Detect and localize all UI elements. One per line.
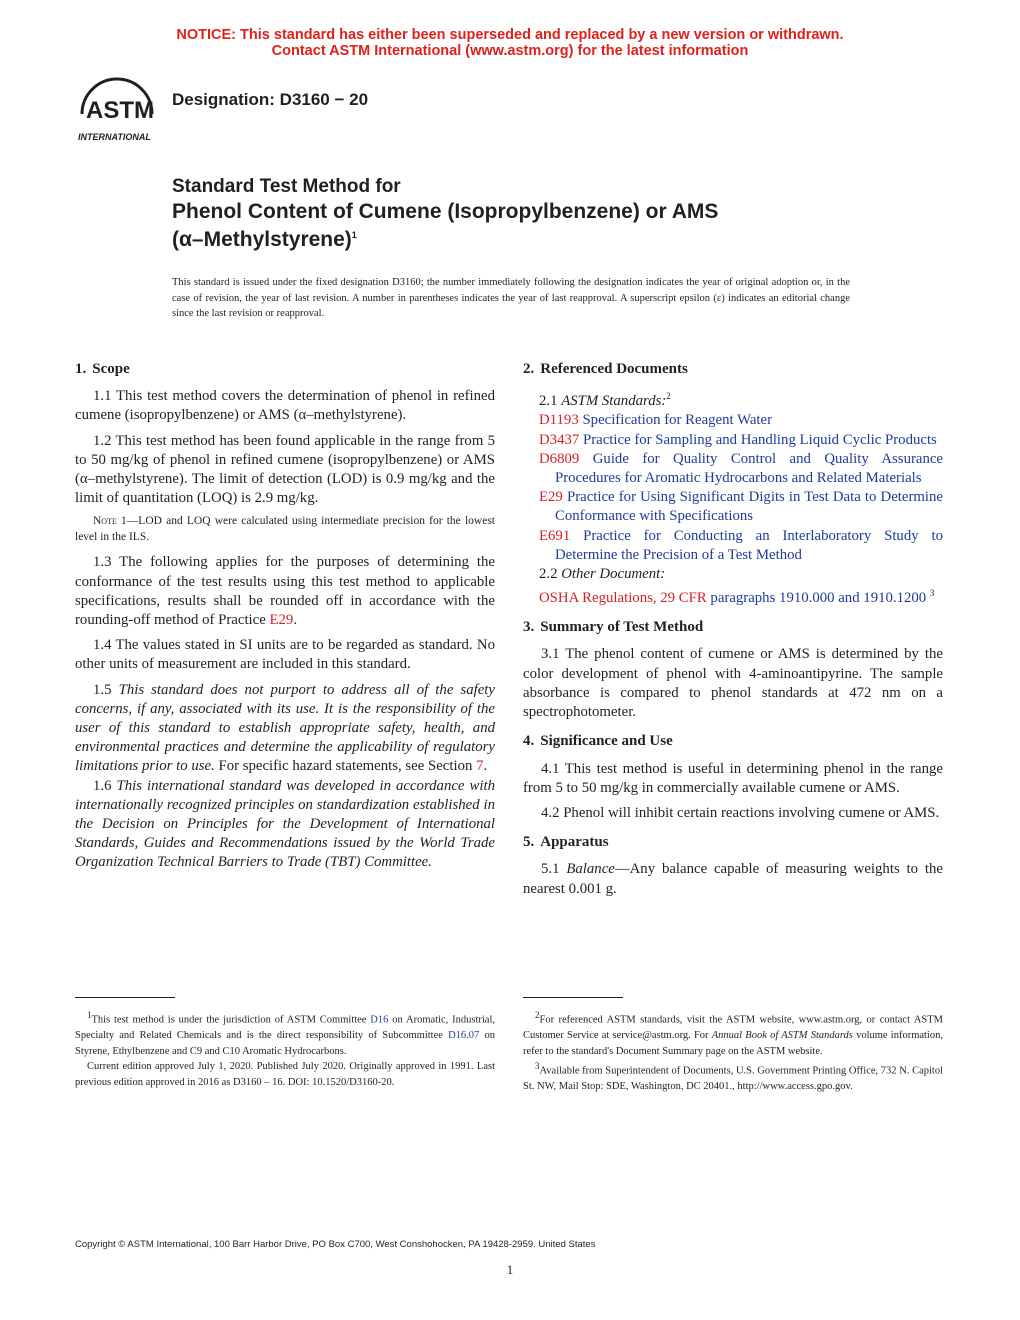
ref-item[interactable] bbox=[523, 527, 943, 565]
ref-title[interactable]: Specification for Reagent Water bbox=[582, 412, 773, 429]
footnotes-right bbox=[523, 1008, 943, 1095]
ref-code[interactable]: D1193 bbox=[539, 412, 579, 429]
apparatus-heading bbox=[523, 833, 943, 852]
designation: Designation: D3160 − 20 bbox=[172, 90, 369, 109]
para-1-6-num: 1.6 bbox=[93, 777, 117, 794]
footnote-1-post: on Styrene, Ethylbenzene and C9 and C10 Aromatic Hydrocarbons. bbox=[75, 1030, 495, 1057]
ref-title[interactable]: Practice for Using Significant Digits in Test Data to Determine Conformance with Specifications bbox=[555, 489, 943, 525]
para-1-5-num: 1.5 bbox=[93, 681, 119, 698]
footnotes-left bbox=[75, 1008, 495, 1090]
para-1-5 bbox=[75, 681, 495, 777]
notice-line-1: NOTICE: This standard has either been superseded and replaced by a new version or withdrawn. bbox=[176, 27, 844, 43]
title-line-3-text: (α–Methylstyrene) bbox=[172, 228, 352, 251]
ref-item[interactable] bbox=[523, 411, 943, 430]
footnote-1-pre: This test method is under the jurisdiction of ASTM Committee bbox=[91, 1014, 371, 1026]
right-column bbox=[523, 360, 943, 905]
ref-item[interactable] bbox=[523, 431, 943, 450]
link-e29[interactable]: E29 bbox=[269, 612, 294, 629]
para-5-1-num: 5.1 bbox=[541, 861, 567, 878]
note-1 bbox=[75, 514, 495, 545]
footnote-1-mid: on Aromatic, Industrial, Specialty and Related Chemicals and is the direct responsibility of Subcommittee bbox=[75, 1014, 495, 1041]
link-d16[interactable]: D16 bbox=[370, 1014, 389, 1026]
para-2-2 bbox=[523, 565, 943, 584]
title-line-2: Phenol Content of Cumene (Isopropylbenzene) or AMS bbox=[172, 200, 719, 223]
title-line-1: Standard Test Method for bbox=[172, 176, 401, 197]
notice-line-2[interactable]: Contact ASTM International (www.astm.org) for the latest information bbox=[271, 43, 749, 59]
para-2-1 bbox=[523, 387, 943, 411]
left-column bbox=[75, 360, 495, 879]
refdocs-heading bbox=[523, 360, 943, 379]
copyright: Copyright © ASTM International, 100 Barr Harbor Drive, PO Box C700, West Conshohocken, PA 19428-2959. United States bbox=[75, 1239, 596, 1250]
summary-heading-text: Summary of Test Method bbox=[540, 619, 704, 636]
ref-code[interactable]: E29 bbox=[539, 489, 563, 506]
para-5-1-italic: Balance bbox=[566, 861, 615, 878]
ref-title[interactable]: Practice for Sampling and Handling Liquid Cyclic Products bbox=[582, 431, 937, 448]
footnote-2-mark: 2 bbox=[535, 1010, 540, 1020]
footnote-1-mark: 1 bbox=[87, 1010, 92, 1020]
footnote-3-text: Available from Superintendent of Documents, U.S. Government Printing Office, 732 N. Capitol St. NW, Mail Stop: SDE, Washington, DC 20401., http://www.access.gpo.gov. bbox=[523, 1065, 943, 1092]
logo-letters: ASTM bbox=[86, 97, 154, 124]
osha-sup[interactable]: 3 bbox=[929, 588, 935, 599]
osha-title[interactable]: paragraphs 1910.000 and 1910.1200 bbox=[706, 590, 927, 607]
para-1-5-end: . bbox=[483, 758, 488, 775]
ref-title[interactable]: Practice for Conducting an Interlaboratory Study to Determine the Precision of a Test Method bbox=[555, 527, 943, 563]
title-footnote-mark[interactable]: 1 bbox=[351, 230, 357, 240]
para-4-2: 4.2 Phenol will inhibit certain reactions involving cumene or AMS. bbox=[541, 804, 940, 821]
significance-heading-number: 4. bbox=[523, 733, 535, 750]
footnote-1 bbox=[75, 1008, 495, 1059]
link-d16-07[interactable]: D16.07 bbox=[448, 1030, 480, 1041]
title-line-3 bbox=[172, 228, 932, 252]
scope-heading bbox=[75, 360, 495, 379]
footnote-rule-right bbox=[523, 997, 623, 998]
para-3-1: 3.1 The phenol content of cumene or AMS is determined by the color development of phenol with 4-aminoantipyrine. The sample absorbance is compared to phenol standards at 472 nm on a spectrophotometer. bbox=[523, 646, 943, 721]
para-2-1-label: ASTM Standards: bbox=[561, 393, 667, 410]
footnote-3 bbox=[523, 1059, 943, 1095]
ref-code[interactable]: E691 bbox=[539, 527, 571, 544]
footnote-2 bbox=[523, 1008, 943, 1059]
apparatus-heading-number: 5. bbox=[523, 834, 535, 851]
scope-heading-text: Scope bbox=[92, 361, 130, 377]
ref-item[interactable] bbox=[523, 450, 943, 488]
para-2-2-label: Other Document: bbox=[561, 565, 666, 582]
ref-code[interactable]: D3437 bbox=[539, 431, 580, 448]
ref-title[interactable]: Guide for Quality Control and Quality Assurance Procedures for Aromatic Hydrocarbons and Related Materials bbox=[555, 450, 943, 486]
logo-org-text: INTERNATIONAL bbox=[78, 132, 151, 142]
page-number: 1 bbox=[506, 1262, 514, 1277]
refdocs-heading-number: 2. bbox=[523, 361, 535, 377]
para-1-3 bbox=[75, 553, 495, 630]
significance-heading-text: Significance and Use bbox=[540, 733, 673, 750]
apparatus-heading-text: Apparatus bbox=[540, 834, 609, 851]
osha-code[interactable]: OSHA Regulations, 29 CFR bbox=[539, 590, 707, 607]
footnote-rule-left bbox=[75, 997, 175, 998]
footnote-2-italic: Annual Book of ASTM Standards bbox=[711, 1030, 853, 1041]
para-1-4: 1.4 The values stated in SI units are to be regarded as standard. No other units of measurement are included in this standard. bbox=[75, 637, 495, 673]
ref-code[interactable]: D6809 bbox=[539, 450, 580, 467]
para-1-5-rest: For specific hazard statements, see Section bbox=[214, 758, 477, 775]
para-4-1: 4.1 This test method is useful in determining phenol in the range from 5 to 50 mg/kg in commercially available cumene or AMS. bbox=[523, 760, 943, 796]
footnote-2-post: volume information, refer to the standard's Document Summary page on the ASTM website. bbox=[523, 1030, 943, 1057]
note-1-label: Note 1 bbox=[93, 515, 127, 528]
summary-heading-number: 3. bbox=[523, 619, 535, 636]
para-5-1-rest: —Any balance capable of measuring weights to the nearest 0.001 g. bbox=[523, 861, 943, 897]
link-section-7[interactable]: 7 bbox=[476, 758, 484, 775]
note-1-text: —LOD and LOQ were calculated using intermediate precision for the lowest level in the ILS. bbox=[75, 515, 495, 543]
para-2-1-num: 2.1 bbox=[539, 393, 562, 410]
scope-heading-number: 1. bbox=[75, 361, 87, 377]
ref-item-osha[interactable] bbox=[523, 584, 943, 608]
para-1-2: 1.2 This test method has been found applicable in the range from 5 to 50 mg/kg of phenol in refined cumene (isopropylbenzene) or AMS (α–methylstyrene). The limit of detection (LOD) is 0.9 mg/kg and the limit of quantitation (LOQ) is 2.9 mg/kg. bbox=[75, 432, 495, 507]
para-5-1 bbox=[523, 860, 943, 898]
issued-statement: This standard is issued under the fixed designation D3160; the number immediately following the designation indicates the year of original adoption or, in the case of revision, the year of last revision. A number in parentheses indicates the year of last reapproval. A superscript epsilon (ε) indicates an editorial change since the last revision or reapproval. bbox=[172, 277, 850, 319]
footnote-2-pre: For referenced ASTM standards, visit the ASTM website, www.astm.org, or contact ASTM Customer Service at service@astm.org. For bbox=[523, 1014, 943, 1041]
footnote-1-approved: Current edition approved July 1, 2020. Published July 2020. Originally approved in 1991. Last previous edition approved in 2016 as D3160 – 16. DOI: 10.1520/D3160-20. bbox=[75, 1061, 495, 1088]
summary-heading bbox=[523, 618, 943, 637]
ref-item[interactable] bbox=[523, 488, 943, 526]
significance-heading bbox=[523, 732, 943, 751]
para-1-5-italic: This standard does not purport to address all of the safety concerns, if any, associated with its use. It is the responsibility of the user of this standard to establish appropriate safety, health, and environmental practices and determine the applicability of regulatory limitations prior to use. bbox=[75, 681, 495, 775]
para-1-3-end: . bbox=[293, 612, 298, 629]
para-1-6-italic: This international standard was developed in accordance with internationally recognized principles on standardization established in the Decision on Principles for the Development of International Standards, Guides and Recommendations issued by the World Trade Organization Technical Barriers to Trade (TBT) Committee. bbox=[75, 777, 495, 871]
footnote-3-mark: 3 bbox=[535, 1061, 540, 1071]
para-1-3-text: 1.3 The following applies for the purposes of determining the conformance of the test results using this test method to applicable specifications, results shall be rounded off in accordance with the rounding-off method of Practice bbox=[75, 554, 495, 629]
para-1-1: 1.1 This test method covers the determination of phenol in refined cumene (isopropylbenzene) or AMS (α–methylstyrene). bbox=[75, 388, 495, 424]
astm-logo bbox=[72, 74, 162, 146]
para-1-6 bbox=[75, 777, 495, 873]
para-2-2-num: 2.2 bbox=[539, 565, 562, 582]
refdocs-heading-text: Referenced Documents bbox=[540, 361, 688, 377]
para-2-1-sup[interactable]: 2 bbox=[666, 391, 671, 402]
